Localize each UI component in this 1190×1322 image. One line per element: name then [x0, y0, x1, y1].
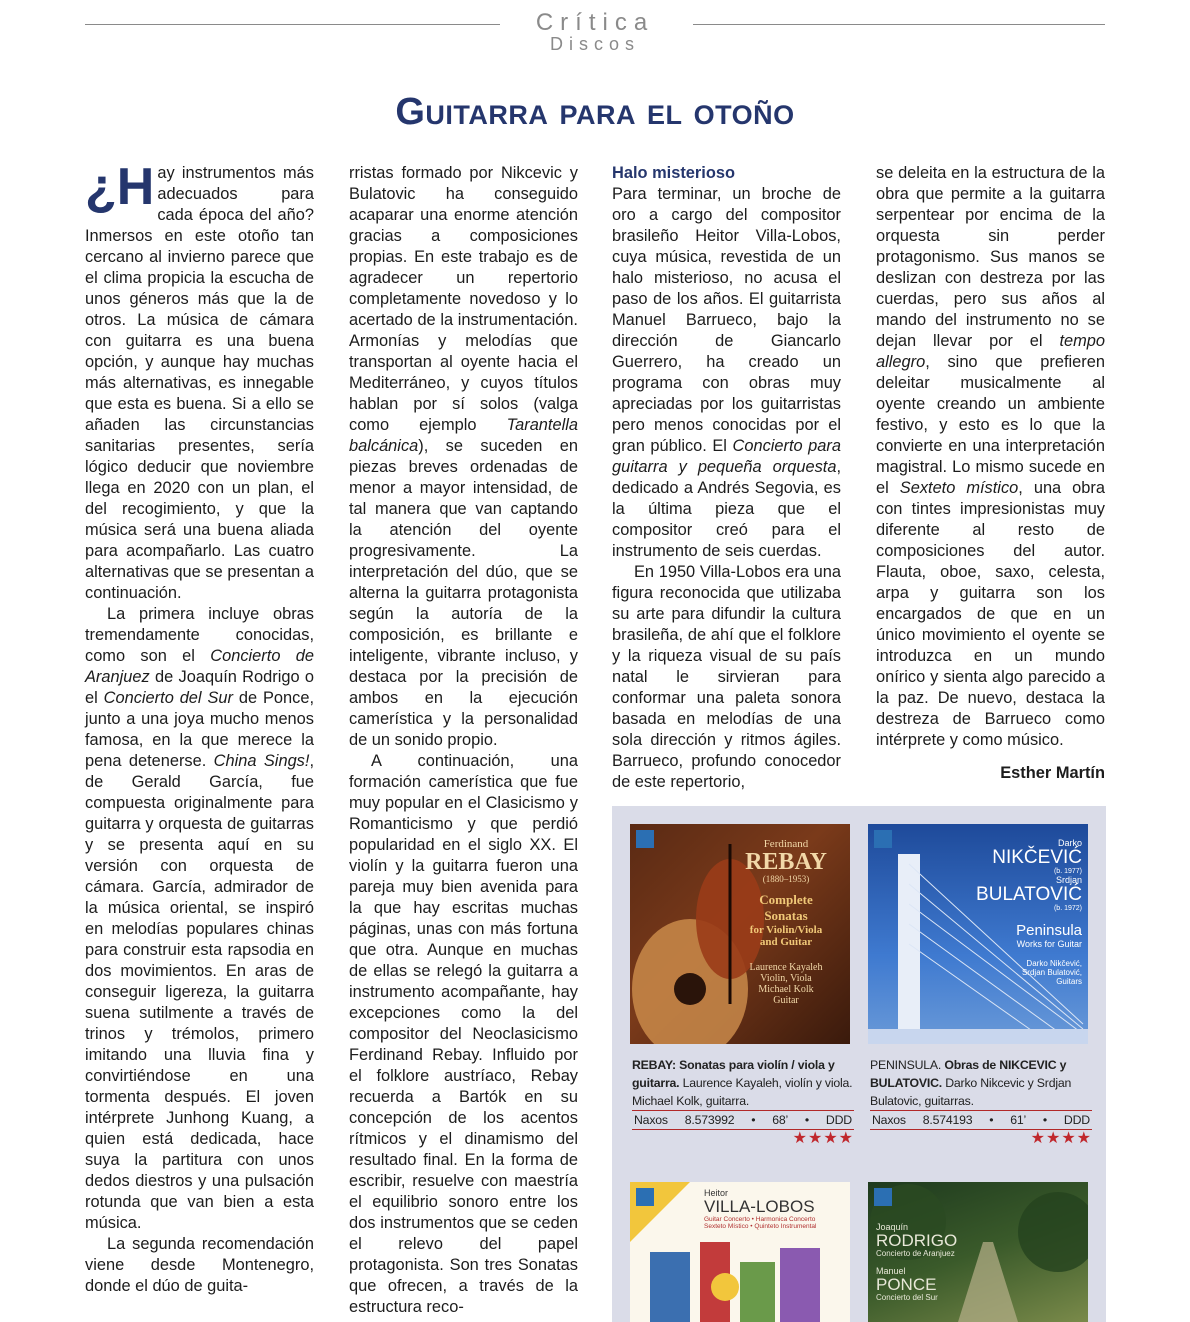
work-title: Concierto del Sur [103, 689, 233, 707]
cover-text: NIKČEVIĆ [992, 847, 1082, 868]
cover-text: Manuel [876, 1266, 906, 1276]
cover-text: Guitars [1056, 977, 1082, 986]
record-label: Naxos [872, 1113, 906, 1127]
album-meta [632, 1110, 854, 1130]
duration: 68’ [772, 1113, 789, 1127]
drop-cap: ¿H [85, 158, 155, 216]
cover-text: Michael Kolk [758, 984, 814, 995]
cover-text: PONCE [876, 1275, 937, 1294]
text-run: A continuación, una formación camerística que fue muy popular en el Clasicismo y Romanticismo y que perdió popularidad en el siglo XX. El violín y la guitarra fueron una pareja muy bien avenida para la que hay escritas muchas páginas, unas con más fortuna que otra. Aunque en muchas de ellas se relegó la guitarra a instrumento acompañante, hay excepciones como la del compositor del Neoclasicismo Ferdinand Rebay. Influido por el folklore austríaco, Rebay recuerda a Bartók en su concepción de los acentos rítmicos y el dinamismo del resultado final. En la forma de escribir, resuelve con maestría el equilibrio sonoro entre los dos instrumentos que se ceden el relevo del papel protagonista. Son tres Sonatas que ofrecen, a través de la estructura reco- [349, 752, 578, 1316]
section-name: Crítica [535, 9, 655, 36]
work-title: Sexteto místico [899, 479, 1019, 497]
cover-text: BULATOVIĆ [976, 884, 1082, 905]
album-cover-peninsula [868, 824, 1088, 1044]
cover-text: Guitar Concerto • Harmonica Concerto [704, 1216, 816, 1223]
album-name: PENINSULA. [870, 1058, 945, 1072]
album-meta [870, 1110, 1092, 1130]
article-column-3 [612, 163, 841, 793]
cover-text: Darko Nikčević, [1026, 959, 1082, 968]
paragraph [612, 184, 841, 562]
article-column-2 [349, 163, 578, 1318]
cover-text: Peninsula [1016, 922, 1082, 939]
paragraph [349, 751, 578, 1318]
duration: 61’ [1010, 1113, 1027, 1127]
author-signature: Esther Martín [1000, 764, 1105, 782]
text-run: Para terminar, un broche de oro a cargo del compositor brasileño Heitor Villa-Lobos, cuya música, revestida de un halo misterioso, no acusa el paso de los años. El guitarrista Manuel Barrueco, bajo la dirección de Giancarlo Guerrero, ha creado un programa con obras muy apreciadas por los guitarristas pero menos conocidas por el gran público. El [612, 185, 841, 455]
separator: • [1042, 1113, 1048, 1127]
work-title: China Sings! [213, 752, 310, 770]
separator: • [751, 1113, 756, 1127]
album-performers: Darko Nikcevic y Srdjan Bulatovic, guitarras. [870, 1076, 1072, 1108]
cover-text: Guitar [773, 995, 799, 1006]
star-rating: ★★★★ [1030, 1130, 1092, 1147]
paragraph [85, 1234, 314, 1297]
paragraph [85, 158, 314, 604]
paragraph [349, 163, 578, 751]
paragraph [85, 604, 314, 1234]
cover-text: (1880–1953) [762, 874, 810, 884]
album-description [870, 1056, 1092, 1110]
cover-text: Violin, Viola [760, 973, 812, 984]
article-column-1 [85, 158, 315, 1297]
text-run: En 1950 Villa-Lobos era una figura reconocida que utilizaba su arte para difundir la cultura brasileña, de ahí que el folklore y la riqueza visual de su país natal le sirvieran para conformar una paleta sonora basada en melodías de una sola dirección y ritmos ágiles. Barrueco, profundo conocedor de este repertorio, [612, 563, 841, 791]
work-title: Concierto de Aranjuez [85, 647, 314, 686]
cover-text: Srdjan [1055, 875, 1082, 885]
text-run: rristas formado por Nikcevic y Bulatovic ha conseguido acaparar una enorme atención gracias a composiciones propias. En este trabajo es de agradecer un repertorio completamente novedoso y lo acertado de la instrumentación. Armonías y melodías que transportan al oyente hacia el Mediterráneo, y cuyos títulos hablan por sí solos (valga como ejemplo [349, 164, 578, 434]
text-run: ay instrumentos más adecuados para cada época del año? Inmersos en este otoño tan cercano al invierno parece que el clima propicia la escucha de unos géneros más que la de otros. La música de cámara con guitarra es una buena opción, y aunque hay muchas más alternativas, es innegable que esta es buena. Si a ello se añaden las circunstancias sanitarias presentes, sería lógico deducir que noviembre llega en 2020 con un plan, el del recogimiento, y que la música será una buena aliada para acompañarlo. Las cuatro alternativas que se presentan a continuación. [85, 164, 314, 602]
cover-text: Sexteto Místico • Quinteto Instrumental [704, 1223, 817, 1230]
cover-text: (b. 1972) [1053, 905, 1082, 912]
naxos-logo-icon [874, 830, 892, 848]
text-run: de Ponce, junto a una joya mucho menos famosa, en la que merece la pena detenerse. [85, 689, 315, 770]
text-run: ), se suceden en piezas breves ordenadas de menor a mayor intensidad, de tal manera que van captando la atención del oyente progresivamente. La interpretación del dúo, que se alterna la guitarra protagonista según la autoría de la composición, es brillante e inteligente, vibrante incluso, y destaca por la precisión de ambos en la ejecución camerística y la personalidad de un sonido propio. [349, 437, 578, 749]
article-title: Guitarra para el otoño [395, 91, 795, 133]
text-run: , dedicado a Andrés Segovia, es la última pieza que el compositor creó para el instrumento de seis cuerdas. [612, 458, 841, 560]
section-header [0, 10, 1190, 54]
text-run: , de Gerald García, fue compuesta originalmente para guitarra y orquesta de guitarras y se presenta aquí en su versión con orquesta de cámara. García, admirador de la música oriental, se inspiró en melodías populares chinas para construir esta rapsodia en dos movimientos. En aras de conseguir ligereza, la guitarra suena sutilmente a través de trinos y trémolos, primero imitando una lluvia fina y convirtiéndose en una tormenta después. El joven intérprete Junhong Kuang, a quien está dedicada, hace suya la partitura con unos dedos diestros y una pulsación rotunda que van bien a esta música. [85, 752, 314, 1232]
cover-text: and Guitar [759, 936, 813, 948]
album-title: REBAY: Sonatas para violín / viola y guitarra. [632, 1058, 835, 1090]
subsection-name: Discos [549, 34, 640, 54]
album-info-rebay [632, 1056, 854, 1148]
album-cover-rodrigo-ponce [868, 1182, 1088, 1322]
text-run: se deleita en la estructura de la obra que permite a la guitarra serpentear por encima de la orquesta sin perder protagonismo. Sus manos se deslizan con destreza por las cuerdas, pero sus años al mando del instrumento no se dejan llevar por el [876, 164, 1105, 350]
separator: • [989, 1113, 994, 1127]
work-title: Concierto para guitarra y pequeña orquesta [612, 437, 841, 476]
naxos-logo-icon [636, 1188, 654, 1206]
recording-format: DDD [1063, 1113, 1090, 1127]
cover-text: Ferdinand [763, 838, 809, 850]
star-rating: ★★★★ [792, 1130, 854, 1147]
text-run: de Joaquín Rodrigo o el [85, 668, 314, 707]
subheading: Halo misterioso [612, 164, 735, 182]
work-title: tempo allegro [876, 332, 1105, 371]
naxos-logo-icon [636, 830, 654, 848]
cover-text: (b. 1977) [1053, 868, 1082, 875]
recording-format: DDD [825, 1113, 852, 1127]
album-description [632, 1056, 854, 1110]
separator: • [804, 1113, 810, 1127]
text-run: , sino que prefieren deleitar musicalmente al oyente creando un ambiente festivo, y esto es lo que la convierte en una interpretación magistral. Lo mismo sucede en el [876, 353, 1105, 497]
cover-text: Srdjan Bulatović, [1021, 968, 1082, 977]
cover-text: Concierto del Sur [876, 1293, 938, 1302]
cover-text: Complete [759, 892, 813, 907]
album-info-peninsula [870, 1056, 1092, 1148]
work-title: Tarantella balcánica [349, 416, 578, 455]
paragraph [612, 562, 841, 793]
catalog-number: 8.574193 [922, 1113, 973, 1127]
naxos-logo-icon [874, 1188, 892, 1206]
cover-text: VILLA-LOBOS [704, 1197, 815, 1216]
cover-text: Sonatas [764, 908, 808, 923]
cover-text: Concierto de Aranjuez [876, 1249, 955, 1258]
album-reviews-box [612, 806, 1106, 1322]
album-title: Obras de NIKCEVIC y BULATOVIC. [870, 1058, 1067, 1090]
text-run: , una obra con tintes impresionistas muy diferente al resto de composiciones del autor. Flauta, oboe, saxo, celesta, arpa y guitarra son los encargados de que en un único movimiento el oyente se introduzca en un mundo onírico y sienta algo parecido a la paz. De nuevo, destaca la destreza de Barrueco como intérprete y como músico. [876, 479, 1105, 749]
cover-text: Works for Guitar [1016, 939, 1082, 949]
cover-text: RODRIGO [876, 1231, 958, 1250]
cover-text: Laurence Kayaleh [749, 962, 823, 973]
cover-text: REBAY [745, 849, 827, 875]
record-label: Naxos [634, 1113, 668, 1127]
article-column-4 [876, 163, 1105, 784]
catalog-number: 8.573992 [684, 1113, 735, 1127]
cover-text: Heitor [704, 1188, 729, 1198]
cover-text: Darko [1057, 838, 1082, 848]
text-run: La primera incluye obras tremendamente conocidas, como son el [85, 605, 314, 665]
album-cover-villa-lobos [630, 1182, 850, 1322]
cover-text: for Violin/Viola [749, 924, 823, 936]
cover-text: Joaquín [876, 1222, 909, 1232]
text-run: La segunda recomendación viene desde Montenegro, donde el dúo de guita- [85, 1235, 314, 1295]
album-cover-rebay [630, 824, 850, 1044]
paragraph [876, 163, 1105, 751]
album-performers: Laurence Kayaleh, violín y viola. Michael Kolk, guitarra. [632, 1076, 853, 1108]
